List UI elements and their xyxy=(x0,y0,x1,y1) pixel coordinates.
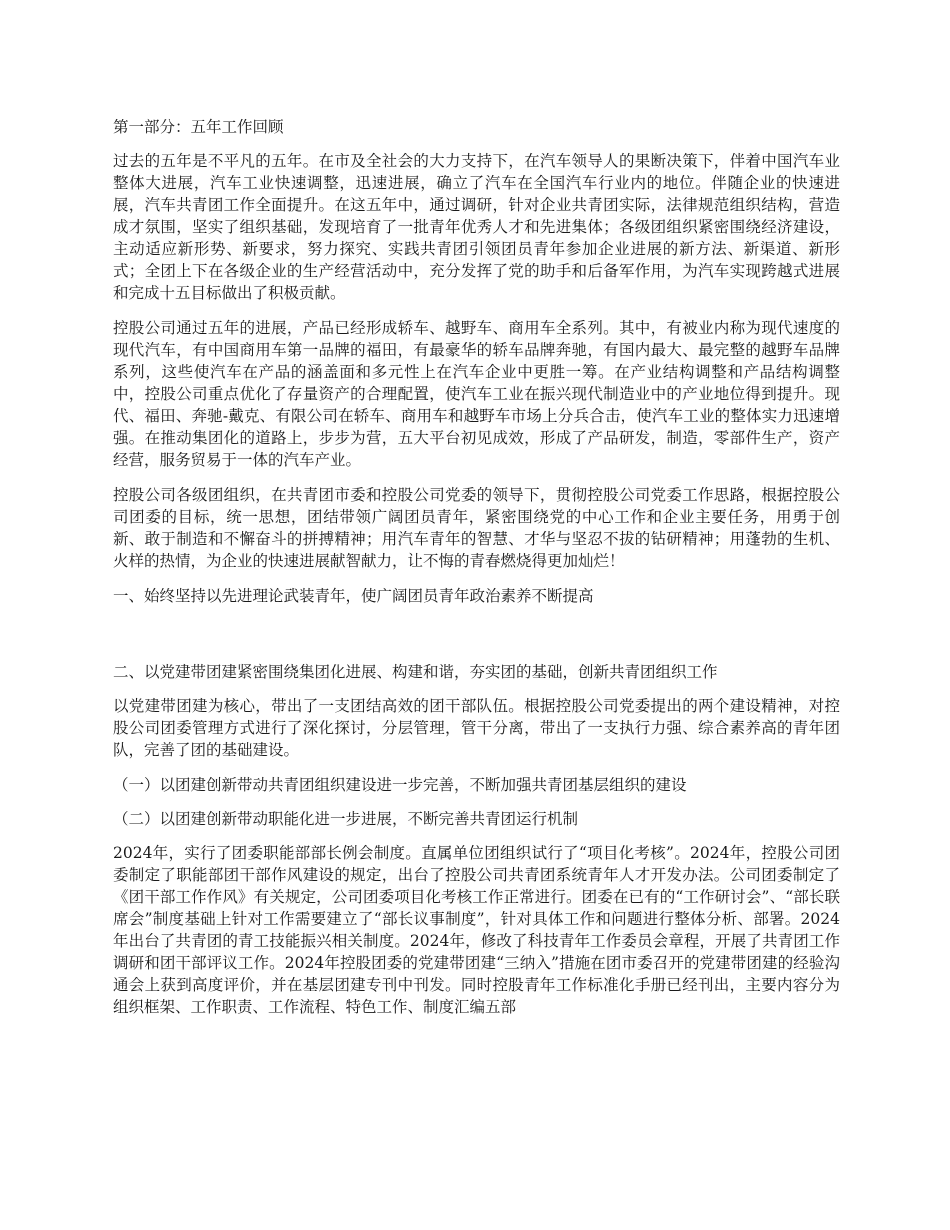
document-page xyxy=(113,116,840,1031)
subsection-heading-1: （一）以团建创新带动共青团组织建设进一步完善，不断加强共青团基层组织的建设 xyxy=(113,776,687,794)
paragraph-review: 过去的五年是不平凡的五年。在市及全社会的大力支持下，在汽车领导人的果断决策下，伴着中国汽车业整体大进展，汽车工业快速调整，迅速进展，确立了汽车在全国汽车行业内的地位。伴随企业的快速进展，汽车共青团工作全面提升。在这五年中，通过调研，针对企业共青团实际，法律规范组织结构，营造成才氛围，坚实了组织基础，发现培育了一批青年优秀人才和先进集体；各级团组织紧密围绕经济建设，主动适应新形势、新要求，努力探究、实践共青团引领团员青年参加企业进展的新方法、新渠道、新形式；全团上下在各级企业的生产经营活动中，充分发挥了党的助手和后备军作用，为汽车实现跨越式进展和完成十五目标做出了积极贡献。 xyxy=(113,152,840,302)
paragraph-products: 控股公司通过五年的进展，产品已经形成轿车、越野车、商用车全系列。其中，有被业内称为现代速度的现代汽车，有中国商用车第一品牌的福田，有最豪华的轿车品牌奔驰，有国内最大、最完整的越野车品牌系列，这些使汽车在产品的涵盖面和多元性上在汽车企业中更胜一筹。在产业结构调整和产品结构调整中，控股公司重点优化了存量资产的合理配置，使汽车工业在振兴现代制造业中的产业地位得到提升。现代、福田、奔驰-戴克、有限公司在轿车、商用车和越野车市场上分兵合击，使汽车工业的整体实力迅速增强。在推动集团化的道路上，步步为营，五大平台初见成效，形成了产品研发，制造，零部件生产，资产经营，服务贸易于一体的汽车产业。 xyxy=(113,319,840,469)
section-heading-1: 一、始终坚持以先进理论武装青年，使广阔团员青年政治素养不断提高 xyxy=(113,587,594,605)
section-spacer xyxy=(113,619,840,661)
paragraph-mechanisms: 2024年，实行了团委职能部部长例会制度。直属单位团组织试行了“项目化考核”。2024年，控股公司团委制定了职能部团干部作风建设的规定，出台了控股公司共青团系统青年人才开发办法。公司团委制定了《团干部工作作风》有关规定，公司团委项目化考核工作正常进行。团委在已有的“工作研讨会”、“部长联席会”制度基础上针对工作需要建立了“部长议事制度”，针对具体工作和问题进行整体分析、部署。2024年出台了共青团的青工技能振兴相关制度。2024年，修改了科技青年工作委员会章程，开展了共青团工作调研和团干部评议工作。2024年控股团委的党建带团建“三纳入”措施在团市委召开的党建带团建的经验沟通会上获到高度评价，并在基层团建专刊中刊发。同时控股青年工作标准化手册已经刊出，主要内容分为组织框架、工作职责、工作流程、特色工作、制度汇编五部 xyxy=(113,844,840,1016)
paragraph-party-building: 以党建带团建为核心，带出了一支团结高效的团干部队伍。根据控股公司党委提出的两个建设精神，对控股公司团委管理方式进行了深化探讨，分层管理，管干分离，带出了一支执行力强、综合素养高的青年团队，完善了团的基础建设。 xyxy=(113,697,840,759)
paragraph-organizations: 控股公司各级团组织，在共青团市委和控股公司党委的领导下，贯彻控股公司党委工作思路，根据控股公司团委的目标，统一思想，团结带领广阔团员青年，紧密围绕党的中心工作和企业主要任务，用勇于创新、敢于制造和不懈奋斗的拼搏精神；用汽车青年的智慧、才华与坚忍不拔的钻研精神；用蓬勃的生机、火样的热情，为企业的快速进展献智献力，让不悔的青春燃烧得更加灿烂！ xyxy=(113,486,840,570)
subsection-heading-2: （二）以团建创新带动职能化进一步进展，不断完善共青团运行机制 xyxy=(113,810,579,828)
part-title: 第一部分：五年工作回顾 xyxy=(113,118,284,136)
section-heading-2: 二、以党建带团建紧密围绕集团化进展、构建和谐，夯实团的基础，创新共青团组织工作 xyxy=(113,663,718,681)
